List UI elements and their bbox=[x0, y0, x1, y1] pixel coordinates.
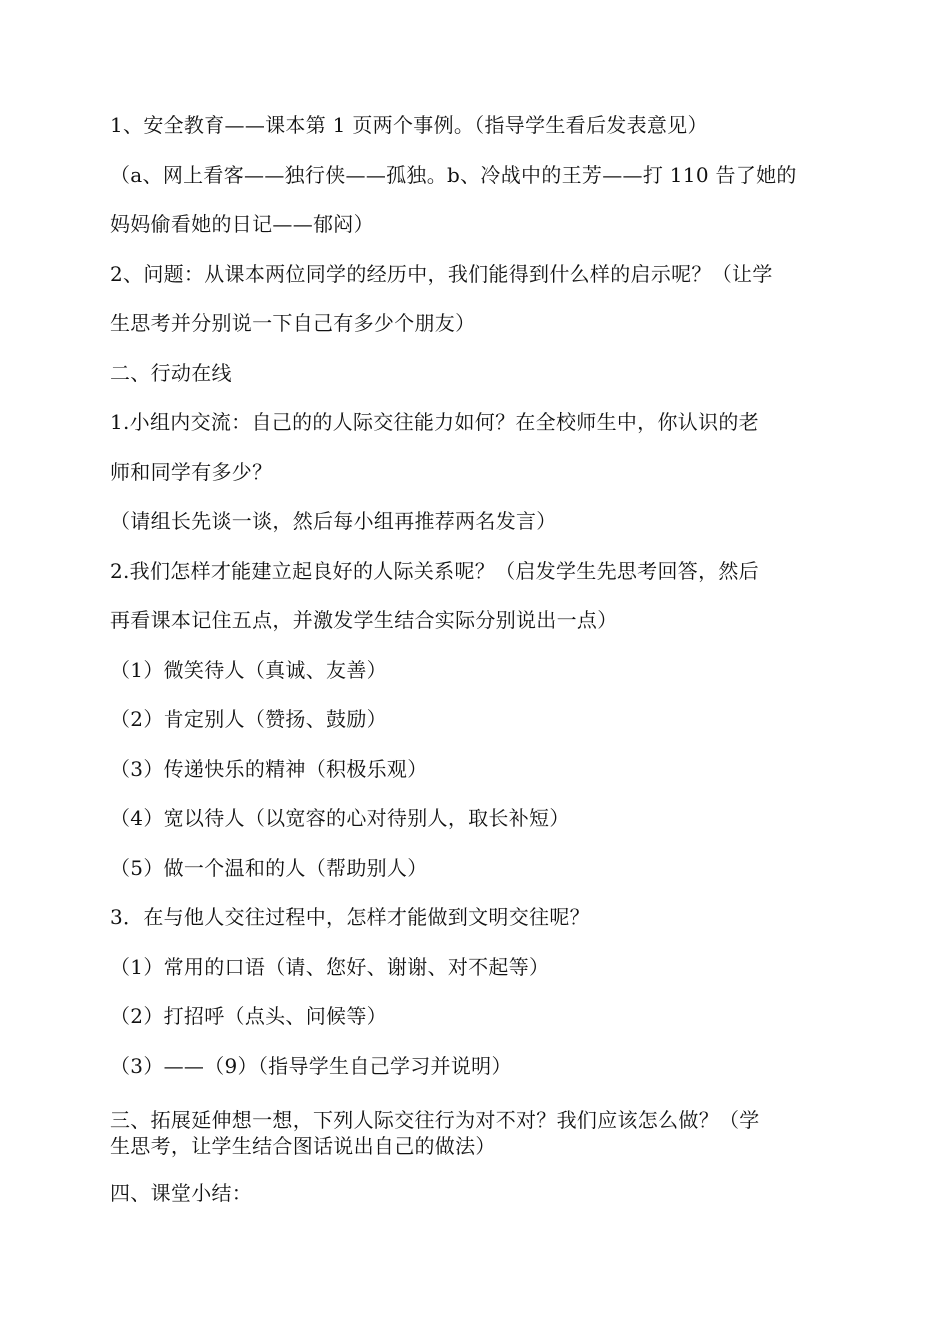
list-item-6: （1）常用的口语（请、您好、谢谢、对不起等） bbox=[110, 955, 550, 979]
text-line-7: 1.小组内交流：自己的的人际交往能力如何？在全校师生中，你认识的老 bbox=[110, 410, 759, 434]
text-line-10: 2.我们怎样才能建立起良好的人际关系呢？（启发学生先思考回答，然后 bbox=[110, 559, 759, 583]
list-item-4: （4）宽以待人（以宽容的心对待别人，取长补短） bbox=[110, 806, 570, 830]
text-line-8: 师和同学有多少？ bbox=[110, 460, 273, 484]
list-item-5: （5）做一个温和的人（帮助别人） bbox=[110, 856, 428, 880]
text-line-11: 再看课本记住五点，并激发学生结合实际分别说出一点） bbox=[110, 608, 618, 632]
text-line-1: 1、安全教育——课本第 1 页两个事例。（指导学生看后发表意见） bbox=[110, 113, 708, 137]
list-item-2: （2）肯定别人（赞扬、鼓励） bbox=[110, 707, 387, 731]
section-heading-3: 三、拓展延伸想一想，下列人际交往行为对不对？我们应该怎么做？（学 bbox=[110, 1108, 760, 1132]
text-line-9: （请组长先谈一谈，然后每小组再推荐两名发言） bbox=[110, 509, 557, 533]
text-line-3: 妈妈偷看她的日记——郁闷） bbox=[110, 212, 374, 236]
text-line-4: 2、问题：从课本两位同学的经历中，我们能得到什么样的启示呢？（让学 bbox=[110, 262, 773, 286]
text-line-2: （a、网上看客——独行侠——孤独。b、冷战中的王芳——打 110 告了她的 bbox=[110, 163, 797, 187]
text-line-5: 生思考并分别说一下自己有多少个朋友） bbox=[110, 311, 476, 335]
list-item-3: （3）传递快乐的精神（积极乐观） bbox=[110, 757, 428, 781]
section-heading-2: 二、行动在线 bbox=[110, 361, 232, 385]
list-item-7: （2）打招呼（点头、问候等） bbox=[110, 1004, 387, 1028]
text-line-17: 3．在与他人交往过程中，怎样才能做到文明交往呢？ bbox=[110, 905, 590, 929]
list-item-8: （3）——（9）（指导学生自己学习并说明） bbox=[110, 1054, 512, 1078]
section-heading-4: 四、课堂小结： bbox=[110, 1181, 253, 1205]
text-line-22: 生思考，让学生结合图话说出自己的做法） bbox=[110, 1134, 496, 1158]
list-item-1: （1）微笑待人（真诚、友善） bbox=[110, 658, 387, 682]
